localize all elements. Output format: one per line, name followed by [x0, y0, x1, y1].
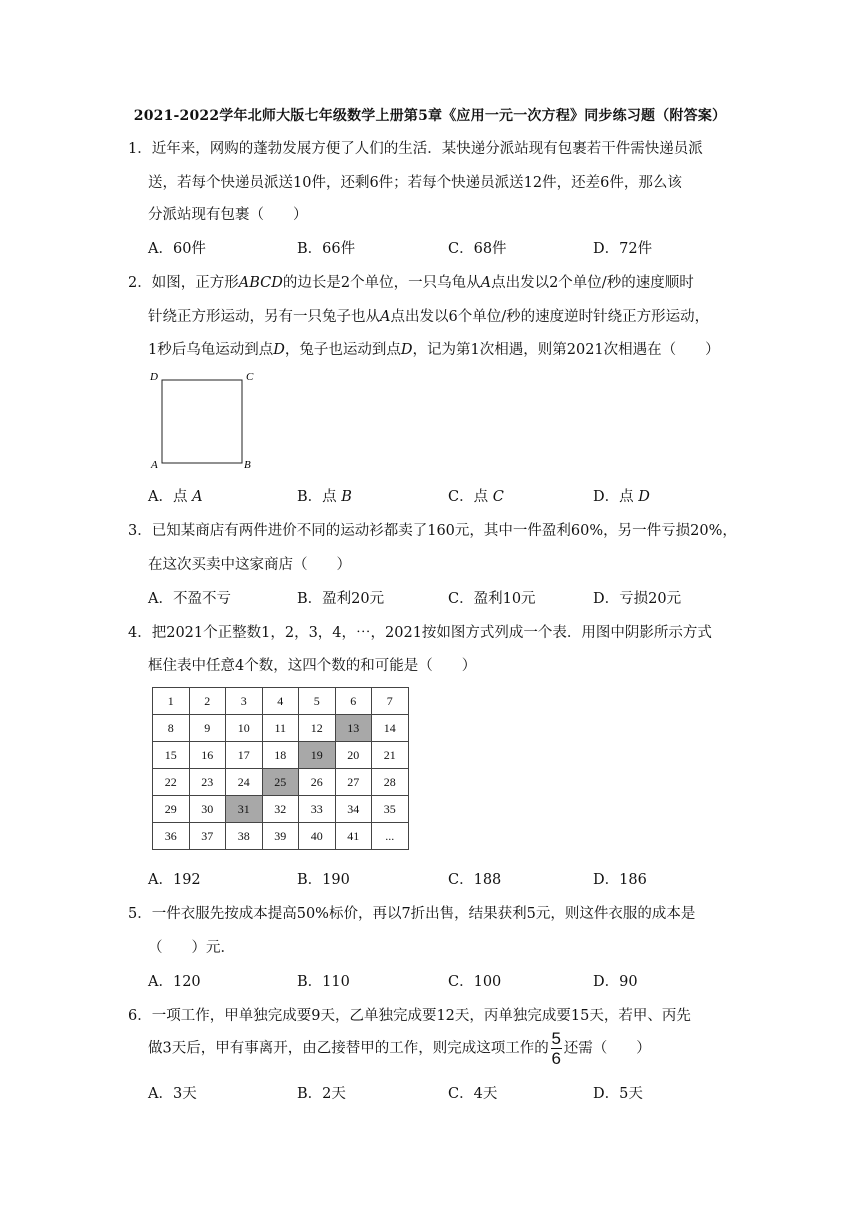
grid-cell: 29 — [153, 796, 190, 823]
question-1-line-1: 1．近年来，网购的蓬勃发展方便了人们的生活．某快递分派站现有包裹若干件需快递员派 — [128, 141, 703, 157]
grid-row — [153, 715, 409, 742]
option-c: C．188 — [448, 872, 502, 888]
grid-cell: 15 — [153, 742, 190, 769]
square-figure — [148, 368, 263, 473]
grid-cell: 39 — [262, 823, 299, 850]
option-b: B．110 — [297, 974, 350, 990]
vertex-c-label: C — [246, 371, 254, 383]
option-a: A．不盈不亏 — [148, 591, 231, 607]
grid-cell: 3 — [226, 688, 263, 715]
grid-cell: 37 — [189, 823, 226, 850]
option-d: D．点 D — [593, 489, 650, 505]
grid-cell: 10 — [226, 715, 263, 742]
grid-cell: 23 — [189, 769, 226, 796]
question-number: 6． — [128, 1008, 152, 1024]
question-5-line-2: （ ）元． — [148, 940, 235, 956]
number-grid-table — [152, 687, 409, 850]
question-3-line-1: 3．已知某商店有两件进价不同的运动衫都卖了160元，其中一件盈利60%，另一件亏损20%， — [128, 523, 737, 539]
grid-cell: ... — [372, 823, 409, 850]
grid-cell-shaded: 31 — [226, 796, 263, 823]
option-b: B．190 — [297, 872, 350, 888]
question-number: 2． — [128, 275, 152, 291]
grid-cell: 33 — [299, 796, 336, 823]
question-4-line-2: 框住表中任意4个数，这四个数的和可能是（ ） — [148, 658, 477, 674]
question-2-line-2: 针绕正方形运动，另有一只兔子也从A点出发以6个单位/秒的速度逆时针绕正方形运动， — [148, 309, 710, 325]
option-c: C．100 — [448, 974, 502, 990]
grid-cell: 38 — [226, 823, 263, 850]
grid-cell: 18 — [262, 742, 299, 769]
option-b: B．66件 — [297, 241, 356, 257]
grid-cell: 8 — [153, 715, 190, 742]
option-d: D．5天 — [593, 1086, 643, 1102]
document-title: 2021-2022学年北师大版七年级数学上册第5章《应用一元一次方程》同步练习题（附答案） — [133, 108, 727, 124]
question-2-line-1: 2．如图，正方形ABCD的边长是2个单位，一只乌龟从A点出发以2个单位/秒的速度顺时 — [128, 275, 694, 291]
grid-cell: 26 — [299, 769, 336, 796]
grid-row — [153, 796, 409, 823]
grid-cell: 27 — [335, 769, 372, 796]
grid-cell: 12 — [299, 715, 336, 742]
grid-cell: 21 — [372, 742, 409, 769]
grid-cell: 14 — [372, 715, 409, 742]
option-d: D．186 — [593, 872, 647, 888]
option-c: C．4天 — [448, 1086, 498, 1102]
grid-cell: 5 — [299, 688, 336, 715]
vertex-a-label: A — [151, 459, 158, 471]
vertex-b-label: B — [244, 459, 251, 471]
grid-cell: 4 — [262, 688, 299, 715]
grid-row — [153, 688, 409, 715]
grid-cell: 16 — [189, 742, 226, 769]
grid-cell-shaded: 13 — [335, 715, 372, 742]
question-6-line-2: 做3天后，甲有事离开，由乙接替甲的工作，则完成这项工作的 $\frac{5}{6}$ 还需（ ） — [148, 1029, 651, 1068]
question-number: 3． — [128, 523, 152, 539]
grid-cell: 17 — [226, 742, 263, 769]
option-b: B．点 B — [297, 489, 352, 505]
option-c: C．盈利10元 — [448, 591, 536, 607]
question-1-line-2: 送，若每个快递员派送10件，还剩6件；若每个快递员派送12件，还差6件，那么该 — [148, 175, 682, 191]
grid-cell-shaded: 19 — [299, 742, 336, 769]
option-c: C．点 C — [448, 489, 504, 505]
grid-cell: 41 — [335, 823, 372, 850]
question-number: 5． — [128, 906, 152, 922]
grid-row — [153, 769, 409, 796]
option-d: D．72件 — [593, 241, 653, 257]
option-a: A．3天 — [148, 1086, 197, 1102]
option-c: C．68件 — [448, 241, 507, 257]
grid-cell: 11 — [262, 715, 299, 742]
question-2-line-3: 1秒后乌龟运动到点D，兔子也运动到点D，记为第1次相遇，则第2021次相遇在（ ） — [148, 342, 720, 358]
grid-row — [153, 823, 409, 850]
question-1-line-3: 分派站现有包裹（ ） — [148, 207, 308, 223]
vertex-d-label: D — [150, 371, 158, 383]
grid-cell: 40 — [299, 823, 336, 850]
square-outline — [162, 380, 242, 463]
grid-cell: 32 — [262, 796, 299, 823]
grid-cell: 6 — [335, 688, 372, 715]
option-d: D．90 — [593, 974, 638, 990]
grid-cell: 28 — [372, 769, 409, 796]
option-a: A．60件 — [148, 241, 206, 257]
grid-row — [153, 742, 409, 769]
question-3-line-2: 在这次买卖中这家商店（ ） — [148, 557, 351, 573]
option-a: A．192 — [148, 872, 201, 888]
grid-cell: 30 — [189, 796, 226, 823]
question-5-line-1: 5．一件衣服先按成本提高50%标价，再以7折出售，结果获利5元，则这件衣服的成本是 — [128, 906, 696, 922]
grid-cell: 24 — [226, 769, 263, 796]
question-number: 1． — [128, 141, 152, 157]
option-d: D．亏损20元 — [593, 591, 682, 607]
grid-cell: 1 — [153, 688, 190, 715]
question-6-line-1: 6．一项工作，甲单独完成要9天，乙单独完成要12天，丙单独完成要15天，若甲、丙先 — [128, 1008, 691, 1024]
option-a: A．120 — [148, 974, 201, 990]
question-4-line-1: 4．把2021个正整数1，2，3，4，⋯，2021按如图方式列成一个表．用图中阴影所示方式 — [128, 625, 712, 641]
grid-cell-shaded: 25 — [262, 769, 299, 796]
grid-cell: 36 — [153, 823, 190, 850]
grid-cell: 22 — [153, 769, 190, 796]
grid-cell: 2 — [189, 688, 226, 715]
grid-cell: 7 — [372, 688, 409, 715]
option-b: B．2天 — [297, 1086, 346, 1102]
grid-cell: 34 — [335, 796, 372, 823]
grid-cell: 20 — [335, 742, 372, 769]
grid-cell: 9 — [189, 715, 226, 742]
option-a: A．点 A — [148, 489, 203, 505]
fraction: $\frac{5}{6}$ — [551, 1029, 561, 1068]
option-b: B．盈利20元 — [297, 591, 385, 607]
grid-cell: 35 — [372, 796, 409, 823]
question-number: 4． — [128, 625, 152, 641]
